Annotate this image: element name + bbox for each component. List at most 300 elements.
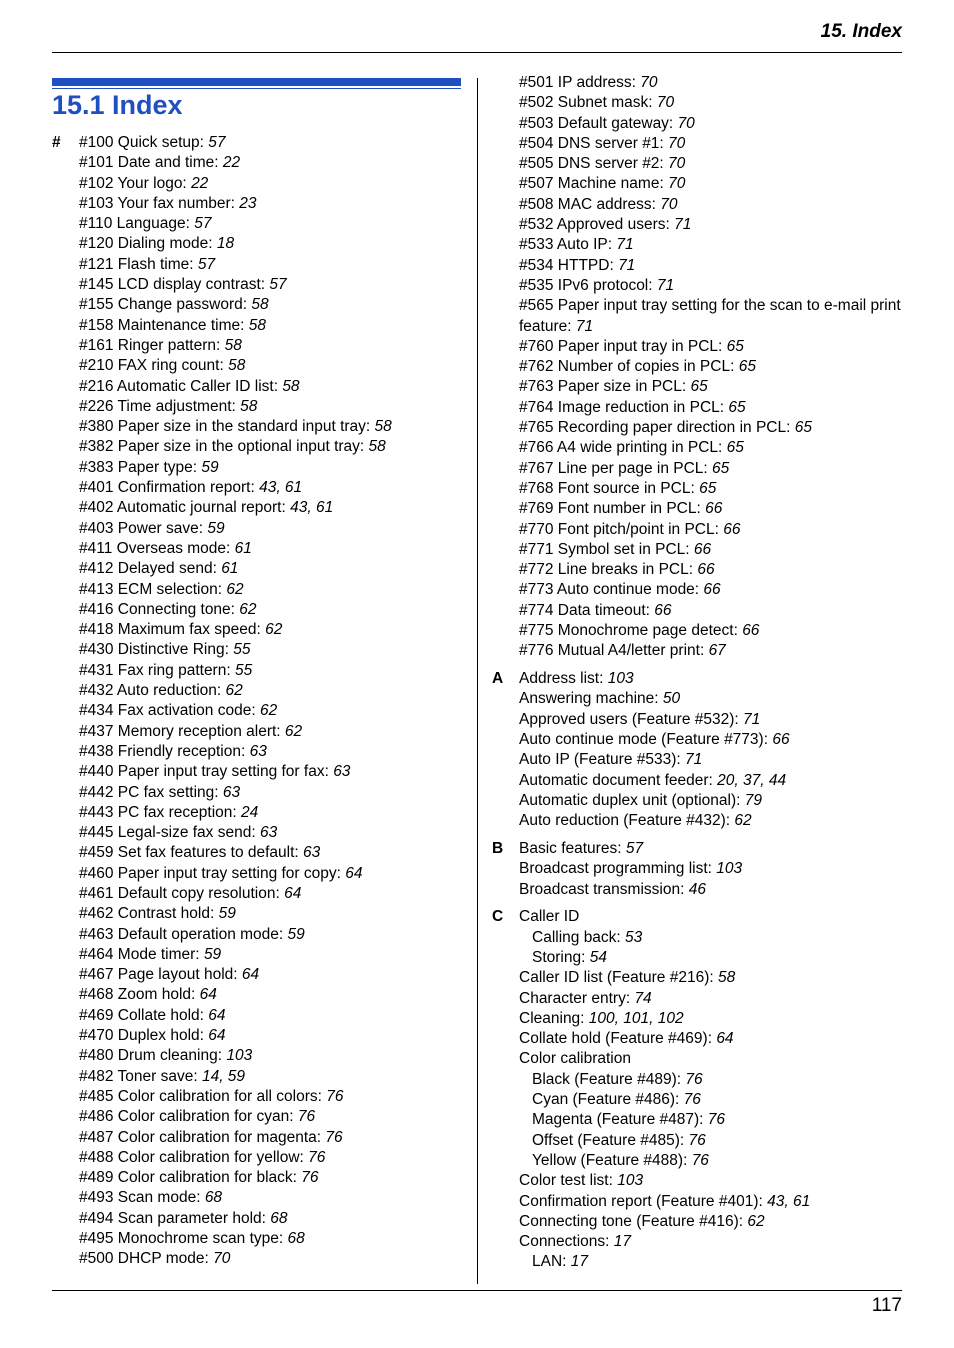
entry-text: #776 Mutual A4/letter print: bbox=[519, 642, 709, 660]
entry-page-ref[interactable]: 70 bbox=[668, 134, 686, 152]
entry-text: #763 Paper size in PCL: bbox=[519, 378, 691, 396]
index-entry bbox=[519, 398, 902, 418]
index-entry bbox=[79, 823, 467, 843]
entry-text: Auto IP (Feature #533): bbox=[519, 751, 686, 769]
index-entry bbox=[79, 1168, 467, 1188]
index-group bbox=[492, 669, 902, 831]
index-entry bbox=[519, 499, 902, 519]
entry-page-ref[interactable]: 76 bbox=[685, 1070, 703, 1088]
entry-page-ref[interactable]: 58 bbox=[282, 377, 300, 395]
entry-text: #216 Automatic Caller ID list: bbox=[79, 377, 283, 395]
entry-page-ref[interactable]: 71 bbox=[656, 276, 675, 294]
index-entry bbox=[79, 985, 467, 1005]
entry-page-ref[interactable]: 76 bbox=[297, 1108, 316, 1126]
index-entry bbox=[79, 1209, 467, 1229]
entry-page-ref[interactable]: 71 bbox=[743, 710, 761, 728]
entry-page-ref[interactable]: 24 bbox=[241, 803, 259, 821]
entry-page-ref[interactable]: 54 bbox=[589, 948, 607, 966]
entry-text: #460 Paper input tray setting for copy: bbox=[79, 864, 346, 882]
index-entry bbox=[519, 337, 902, 357]
entry-text: #382 Paper size in the optional input tray: bbox=[79, 438, 369, 456]
column-divider bbox=[477, 78, 478, 1284]
index-entry bbox=[79, 214, 467, 234]
entry-text: #121 Flash time: bbox=[79, 255, 198, 273]
index-letter: B bbox=[492, 839, 504, 857]
entry-text: #486 Color calibration for cyan: bbox=[79, 1108, 298, 1126]
entry-page-ref[interactable]: 76 bbox=[301, 1169, 319, 1187]
entry-page-ref[interactable]: 70 bbox=[660, 195, 678, 213]
entry-page-ref[interactable]: 62 bbox=[747, 1212, 765, 1230]
entry-text: #413 ECM selection: bbox=[79, 580, 227, 598]
entry-page-ref[interactable]: 61 bbox=[221, 560, 239, 578]
index-entry bbox=[79, 762, 467, 782]
entry-text: Black (Feature #489): bbox=[532, 1070, 686, 1088]
entry-page-ref[interactable]: 70 bbox=[640, 74, 658, 91]
entry-page-ref[interactable]: 61 bbox=[234, 539, 252, 557]
index-entry bbox=[79, 1229, 467, 1249]
entry-page-ref[interactable]: 58 bbox=[368, 438, 386, 456]
entry-text: Automatic duplex unit (optional): bbox=[519, 791, 745, 809]
index-entry bbox=[519, 1171, 902, 1191]
index-entry bbox=[519, 438, 902, 458]
entry-page-ref[interactable]: 23 bbox=[239, 194, 257, 212]
entry-page-ref[interactable]: 65 bbox=[738, 358, 756, 376]
index-subentry bbox=[519, 1090, 902, 1110]
entry-text: #504 DNS server #1: bbox=[519, 134, 669, 152]
index-entry bbox=[79, 174, 467, 194]
entry-text: Answering machine: bbox=[519, 690, 663, 708]
entry-page-ref[interactable]: 62 bbox=[259, 702, 278, 720]
index-entry bbox=[519, 1029, 902, 1049]
index-entries bbox=[519, 73, 902, 662]
entry-text: #380 Paper size in the standard input tray: bbox=[79, 418, 375, 436]
entry-page-ref[interactable]: 20, 37, 44 bbox=[717, 771, 787, 789]
entry-page-ref[interactable]: 64 bbox=[284, 884, 302, 902]
index-entry bbox=[519, 276, 902, 296]
entry-page-ref[interactable]: 64 bbox=[716, 1030, 734, 1048]
entry-text: #432 Auto reduction: bbox=[79, 682, 226, 700]
entry-page-ref[interactable]: 64 bbox=[208, 1006, 226, 1024]
index-entry bbox=[519, 968, 902, 988]
entry-text: #437 Memory reception alert: bbox=[79, 722, 285, 740]
entry-text: #503 Default gateway: bbox=[519, 114, 678, 132]
index-entry bbox=[79, 864, 467, 884]
entry-page-ref[interactable]: 70 bbox=[668, 175, 686, 193]
index-entry bbox=[519, 296, 902, 337]
entry-page-ref[interactable]: 103 bbox=[716, 860, 743, 878]
entry-text: #459 Set fax features to default: bbox=[79, 844, 304, 862]
index-entry bbox=[519, 154, 902, 174]
index-entry bbox=[519, 93, 902, 113]
entry-text: Connections: bbox=[519, 1233, 614, 1251]
index-column-right bbox=[492, 73, 902, 1280]
index-group bbox=[52, 133, 467, 1270]
entry-page-ref[interactable]: 65 bbox=[690, 378, 708, 396]
index-letter: C bbox=[492, 908, 504, 926]
entry-page-ref[interactable]: 62 bbox=[239, 600, 257, 618]
index-entry bbox=[79, 417, 467, 437]
index-entry bbox=[519, 621, 902, 641]
entry-text: #120 Dialing mode: bbox=[79, 235, 217, 253]
entry-text: #469 Collate hold: bbox=[79, 1006, 209, 1024]
index-entries bbox=[519, 839, 902, 900]
entry-page-ref[interactable]: 65 bbox=[712, 459, 730, 477]
index-group bbox=[492, 73, 902, 662]
entry-page-ref[interactable]: 58 bbox=[251, 296, 269, 314]
entry-page-ref[interactable]: 71 bbox=[616, 236, 634, 254]
entry-page-ref[interactable]: 55 bbox=[233, 641, 251, 659]
entry-text: #533 Auto IP: bbox=[519, 236, 617, 254]
section-title: 15.1 Index bbox=[52, 90, 183, 120]
index-subentry bbox=[519, 1151, 902, 1171]
index-entry bbox=[79, 397, 467, 417]
entry-page-ref[interactable]: 59 bbox=[201, 458, 219, 476]
entry-page-ref[interactable]: 62 bbox=[265, 621, 283, 639]
entry-text: Character entry: bbox=[519, 989, 635, 1007]
entry-text: Cyan (Feature #486): bbox=[532, 1091, 684, 1109]
entry-page-ref[interactable]: 70 bbox=[668, 155, 686, 173]
index-entry bbox=[79, 478, 467, 498]
entry-page-ref[interactable]: 57 bbox=[269, 276, 287, 294]
entry-text: #403 Power save: bbox=[79, 519, 208, 537]
entry-page-ref[interactable]: 66 bbox=[772, 731, 790, 748]
index-entry bbox=[79, 1046, 467, 1066]
entry-page-ref[interactable]: 57 bbox=[194, 215, 212, 233]
entry-text: Cleaning: bbox=[519, 1009, 589, 1027]
entry-page-ref[interactable]: 70 bbox=[677, 114, 695, 132]
entry-text: #158 Maintenance time: bbox=[79, 316, 249, 334]
index-entry bbox=[79, 1148, 467, 1168]
entry-page-ref[interactable]: 76 bbox=[688, 1131, 706, 1149]
index-entry bbox=[79, 153, 467, 173]
index-entry bbox=[519, 669, 902, 689]
index-entry bbox=[79, 904, 467, 924]
index-entry bbox=[79, 356, 467, 376]
entry-page-ref[interactable]: 63 bbox=[333, 763, 351, 781]
entry-page-ref[interactable]: 68 bbox=[270, 1209, 288, 1227]
entry-page-ref[interactable]: 14, 59 bbox=[201, 1067, 246, 1085]
entry-page-ref[interactable]: 22 bbox=[222, 154, 241, 172]
entry-page-ref[interactable]: 63 bbox=[249, 742, 267, 760]
entry-page-ref[interactable]: 64 bbox=[345, 864, 363, 882]
entry-page-ref[interactable]: 22 bbox=[191, 174, 209, 192]
index-entry bbox=[79, 803, 467, 823]
entry-text: #760 Paper input tray in PCL: bbox=[519, 337, 727, 355]
entry-page-ref[interactable]: 66 bbox=[693, 540, 712, 558]
entry-text: LAN: bbox=[532, 1253, 571, 1271]
index-entries bbox=[79, 133, 467, 1270]
index-entry bbox=[79, 194, 467, 214]
index-entry bbox=[519, 134, 902, 154]
entry-text: #775 Monochrome page detect: bbox=[519, 622, 743, 640]
index-entry bbox=[519, 580, 902, 600]
entry-text: #411 Overseas mode: bbox=[79, 539, 235, 557]
index-entry bbox=[519, 791, 902, 811]
entry-page-ref[interactable]: 63 bbox=[259, 824, 278, 842]
entry-text: #764 Image reduction in PCL: bbox=[519, 398, 729, 416]
index-entry bbox=[519, 215, 902, 235]
entry-page-ref[interactable]: 65 bbox=[728, 398, 746, 416]
entry-text: #464 Mode timer: bbox=[79, 945, 204, 963]
entry-page-ref[interactable]: 103 bbox=[617, 1172, 644, 1190]
index-letter: A bbox=[492, 670, 504, 688]
entry-text: #772 Line breaks in PCL: bbox=[519, 561, 698, 579]
index-entries bbox=[519, 669, 902, 831]
entry-text: #767 Line per page in PCL: bbox=[519, 459, 713, 477]
entry-text: Color calibration bbox=[519, 1050, 631, 1068]
entry-text: #488 Color calibration for yellow: bbox=[79, 1148, 309, 1166]
entry-page-ref[interactable]: 76 bbox=[308, 1148, 326, 1166]
index-group bbox=[492, 839, 902, 900]
entry-page-ref[interactable]: 76 bbox=[326, 1087, 344, 1105]
entry-page-ref[interactable]: 62 bbox=[734, 812, 752, 830]
entry-page-ref[interactable]: 58 bbox=[718, 969, 736, 987]
entry-page-ref[interactable]: 62 bbox=[226, 580, 244, 598]
entry-page-ref[interactable]: 43, 61 bbox=[767, 1192, 811, 1210]
entry-text: #501 IP address: bbox=[519, 74, 641, 91]
entry-page-ref[interactable]: 76 bbox=[691, 1151, 709, 1169]
index-entry bbox=[519, 1009, 902, 1029]
index-entry bbox=[79, 519, 467, 539]
entry-page-ref[interactable]: 66 bbox=[723, 520, 741, 538]
entry-text: #438 Friendly reception: bbox=[79, 742, 250, 760]
entry-page-ref[interactable]: 57 bbox=[208, 134, 226, 151]
index-entry bbox=[519, 377, 902, 397]
entry-page-ref[interactable]: 58 bbox=[248, 316, 266, 334]
entry-text: #401 Confirmation report: bbox=[79, 479, 260, 497]
entry-text: #412 Delayed send: bbox=[79, 560, 222, 578]
entry-text: Caller ID bbox=[519, 908, 580, 926]
entry-page-ref[interactable]: 17 bbox=[613, 1233, 632, 1251]
index-entry bbox=[519, 1192, 902, 1212]
entry-page-ref[interactable]: 68 bbox=[204, 1189, 223, 1207]
index-entry bbox=[79, 1249, 467, 1269]
entry-page-ref[interactable]: 65 bbox=[794, 419, 812, 437]
entry-text: #431 Fax ring pattern: bbox=[79, 661, 235, 679]
index-entry bbox=[519, 750, 902, 770]
index-subentry bbox=[519, 1070, 902, 1090]
index-entry bbox=[79, 884, 467, 904]
index-entry bbox=[79, 1128, 467, 1148]
entry-page-ref[interactable]: 76 bbox=[707, 1111, 726, 1129]
entry-text: Approved users (Feature #532): bbox=[519, 710, 744, 728]
entry-text: #467 Page layout hold: bbox=[79, 966, 242, 984]
entry-text: #461 Default copy resolution: bbox=[79, 884, 285, 902]
entry-page-ref[interactable]: 62 bbox=[225, 682, 243, 700]
entry-page-ref[interactable]: 64 bbox=[199, 986, 217, 1004]
index-entry bbox=[519, 1232, 902, 1252]
index-entry bbox=[79, 620, 467, 640]
index-entry bbox=[79, 580, 467, 600]
entry-text: #485 Color calibration for all colors: bbox=[79, 1087, 327, 1105]
entry-page-ref[interactable]: 58 bbox=[224, 336, 242, 354]
entry-page-ref[interactable]: 59 bbox=[207, 519, 225, 537]
index-entry bbox=[79, 458, 467, 478]
entry-text: #770 Font pitch/point in PCL: bbox=[519, 520, 724, 538]
entry-page-ref[interactable]: 100, 101, 102 bbox=[588, 1009, 684, 1027]
index-entry bbox=[519, 459, 902, 479]
entry-text: #534 HTTPD: bbox=[519, 256, 619, 274]
index-subentry bbox=[519, 948, 902, 968]
entry-page-ref[interactable]: 71 bbox=[674, 216, 692, 234]
entry-page-ref[interactable]: 55 bbox=[234, 661, 253, 679]
entry-text: #773 Auto continue mode: bbox=[519, 581, 704, 599]
index-entry bbox=[519, 235, 902, 255]
entry-text: #495 Monochrome scan type: bbox=[79, 1230, 288, 1248]
index-entry bbox=[519, 357, 902, 377]
index-entry bbox=[79, 661, 467, 681]
index-entry bbox=[79, 559, 467, 579]
entry-text: Auto reduction (Feature #432): bbox=[519, 812, 735, 830]
entry-page-ref[interactable]: 66 bbox=[697, 561, 715, 579]
entry-page-ref[interactable]: 17 bbox=[570, 1253, 589, 1271]
index-entry bbox=[519, 907, 902, 927]
entry-text: Broadcast transmission: bbox=[519, 880, 689, 898]
entry-page-ref[interactable]: 57 bbox=[625, 839, 644, 857]
entry-page-ref[interactable]: 64 bbox=[241, 966, 260, 984]
index-entry bbox=[519, 811, 902, 831]
entry-page-ref[interactable]: 71 bbox=[575, 317, 594, 335]
entry-page-ref[interactable]: 59 bbox=[218, 905, 236, 923]
index-group bbox=[492, 907, 902, 1272]
entry-page-ref[interactable]: 53 bbox=[625, 928, 643, 946]
index-entry bbox=[79, 742, 467, 762]
entry-page-ref[interactable]: 50 bbox=[662, 690, 681, 708]
index-subentry bbox=[519, 1110, 902, 1130]
entry-page-ref[interactable]: 18 bbox=[216, 235, 235, 253]
entry-text: #565 Paper input tray setting for the scan to e-mail print feature: bbox=[519, 297, 901, 335]
index-entry bbox=[79, 945, 467, 965]
index-entry bbox=[519, 256, 902, 276]
index-entry bbox=[79, 722, 467, 742]
index-column-left bbox=[52, 133, 467, 1277]
entry-text: #500 DHCP mode: bbox=[79, 1250, 214, 1268]
entry-text: #430 Distinctive Ring: bbox=[79, 641, 234, 659]
footer-rule bbox=[52, 1290, 902, 1291]
entry-text: Calling back: bbox=[532, 928, 626, 946]
index-entry bbox=[519, 114, 902, 134]
entry-page-ref[interactable]: 63 bbox=[303, 844, 321, 862]
index-entry bbox=[79, 783, 467, 803]
entry-page-ref[interactable]: 103 bbox=[226, 1047, 253, 1065]
entry-text: #762 Number of copies in PCL: bbox=[519, 358, 739, 376]
entry-text: #766 A4 wide printing in PCL: bbox=[519, 439, 727, 457]
index-entry bbox=[79, 275, 467, 295]
index-entry bbox=[79, 336, 467, 356]
entry-page-ref[interactable]: 58 bbox=[374, 418, 392, 436]
entry-page-ref[interactable]: 71 bbox=[685, 751, 703, 769]
index-subentry bbox=[519, 928, 902, 948]
index-entry bbox=[79, 316, 467, 336]
index-entry bbox=[79, 600, 467, 620]
index-entry bbox=[79, 437, 467, 457]
entry-text: #470 Duplex hold: bbox=[79, 1027, 209, 1045]
entry-page-ref[interactable]: 74 bbox=[634, 989, 652, 1007]
index-entry bbox=[79, 925, 467, 945]
index-entry bbox=[79, 701, 467, 721]
index-entry bbox=[519, 641, 902, 661]
index-entry bbox=[519, 520, 902, 540]
index-entry bbox=[79, 539, 467, 559]
entry-page-ref[interactable]: 65 bbox=[726, 439, 744, 457]
index-entry bbox=[79, 377, 467, 397]
entry-page-ref[interactable]: 66 bbox=[703, 581, 721, 599]
entry-page-ref[interactable]: 43, 61 bbox=[290, 499, 334, 517]
entry-text: #493 Scan mode: bbox=[79, 1189, 205, 1207]
index-entry bbox=[79, 681, 467, 701]
entry-page-ref[interactable]: 66 bbox=[654, 601, 672, 619]
entry-page-ref[interactable]: 66 bbox=[705, 500, 723, 518]
entry-text: Broadcast programming list: bbox=[519, 860, 717, 878]
entry-page-ref[interactable]: 103 bbox=[607, 670, 634, 688]
index-subentry bbox=[519, 1131, 902, 1151]
entry-text: #226 Time adjustment: bbox=[79, 397, 241, 415]
entry-page-ref[interactable]: 46 bbox=[688, 880, 706, 898]
entry-text: #101 Date and time: bbox=[79, 154, 223, 172]
entry-page-ref[interactable]: 58 bbox=[228, 357, 246, 375]
entry-page-ref[interactable]: 57 bbox=[197, 255, 216, 273]
index-entry bbox=[519, 839, 902, 859]
index-entry bbox=[79, 1188, 467, 1208]
entry-page-ref[interactable]: 58 bbox=[240, 397, 258, 415]
index-entry bbox=[519, 689, 902, 709]
entry-page-ref[interactable]: 59 bbox=[203, 945, 222, 963]
index-subentry bbox=[519, 1252, 902, 1272]
index-entry bbox=[79, 498, 467, 518]
entry-text: #463 Default operation mode: bbox=[79, 925, 288, 943]
entry-page-ref[interactable]: 79 bbox=[744, 791, 762, 809]
index-entry bbox=[519, 601, 902, 621]
entry-text: #103 Your fax number: bbox=[79, 194, 240, 212]
entry-text: Caller ID list (Feature #216): bbox=[519, 969, 718, 987]
entry-page-ref[interactable]: 65 bbox=[726, 337, 744, 355]
entry-page-ref[interactable]: 67 bbox=[708, 642, 726, 660]
entry-page-ref[interactable]: 68 bbox=[287, 1230, 305, 1248]
index-entry bbox=[519, 730, 902, 750]
entry-page-ref[interactable]: 64 bbox=[208, 1027, 226, 1045]
index-entry bbox=[519, 540, 902, 560]
entry-page-ref[interactable]: 71 bbox=[618, 256, 636, 274]
entry-text: #145 LCD display contrast: bbox=[79, 276, 270, 294]
entry-page-ref[interactable]: 70 bbox=[213, 1250, 231, 1268]
entry-text: #161 Ringer pattern: bbox=[79, 336, 225, 354]
index-entry bbox=[79, 1026, 467, 1046]
entry-page-ref[interactable]: 59 bbox=[287, 925, 305, 943]
header-title: 15. Index bbox=[820, 21, 902, 42]
index-entry bbox=[79, 234, 467, 254]
entry-page-ref[interactable]: 63 bbox=[222, 783, 241, 801]
index-entry bbox=[519, 1212, 902, 1232]
index-entry bbox=[79, 1067, 467, 1087]
entry-page-ref[interactable]: 43, 61 bbox=[259, 479, 303, 497]
entry-text: #418 Maximum fax speed: bbox=[79, 621, 266, 639]
entry-page-ref[interactable]: 62 bbox=[284, 722, 303, 740]
entry-text: #468 Zoom hold: bbox=[79, 986, 200, 1004]
entry-text: #507 Machine name: bbox=[519, 175, 669, 193]
entry-page-ref[interactable]: 65 bbox=[699, 479, 717, 497]
entry-page-ref[interactable]: 76 bbox=[683, 1091, 701, 1109]
entry-text: #489 Color calibration for black: bbox=[79, 1169, 302, 1187]
entry-page-ref[interactable]: 70 bbox=[656, 94, 675, 112]
entry-page-ref[interactable]: 76 bbox=[325, 1128, 343, 1146]
entry-text: #765 Recording paper direction in PCL: bbox=[519, 419, 795, 437]
index-entries bbox=[519, 907, 902, 1272]
entry-text: #480 Drum cleaning: bbox=[79, 1047, 227, 1065]
entry-text: #155 Change password: bbox=[79, 296, 252, 314]
entry-page-ref[interactable]: 66 bbox=[742, 622, 760, 640]
entry-text: Confirmation report (Feature #401): bbox=[519, 1192, 768, 1210]
entry-text: Color test list: bbox=[519, 1172, 618, 1190]
